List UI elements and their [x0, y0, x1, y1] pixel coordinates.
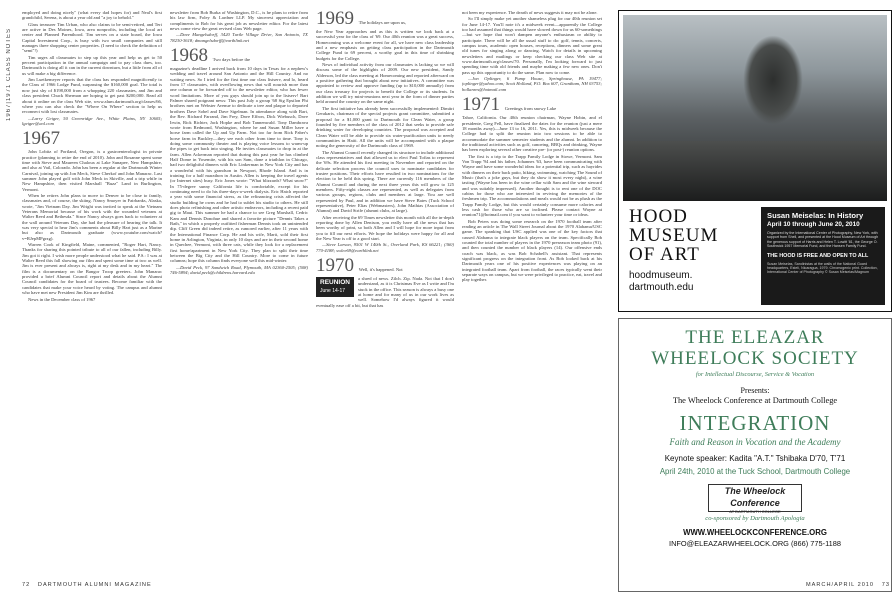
signature: —Jon Oplinger, 6 Pump House, Springhouse, PA 19477; joplinger@yahoo.com; Scott Holland, P.O. Box 607, Grantham, NH 03753; hollanres@hotmail.com	[462, 76, 602, 92]
logo-line: Conference	[730, 498, 780, 508]
year-lead-text: The holidays are upon us,	[358, 20, 407, 25]
photo-ground-shape	[623, 141, 887, 201]
exhibit-photo	[623, 15, 887, 201]
url-line: hoodmuseum.	[629, 270, 693, 281]
paragraph: The first initiative has already been successfully implemented: Dimitri Gerakaris, chairman of the special projects grant committee, submitted a proposal for a $1,000 grant to Dartmouth for Clean Water, a group founded by five members of the class of 2012 that seeks to provide safe drinking water for developing countries. The proposal was accepted and Clean Water will be able to provide six water-purification units to needy communities in Haiti. All the units will be accompanied with a plaque noting the generosity of the Dartmouth class of 1969.	[316, 105, 454, 149]
paragraph: John Lobitz of Portland, Oregon, is a gastroenterologist in private practice (planning to retire the end of 2010). John and Rosanne spent some time with Steve and Maureen Chaloux at Lake Sunapee, New Hampshire, and also at Vail, Colorado. John has been a regular at the Dartmouth Winter Carnival, joining up with Jon Meck, Steve Cherkof and John Manarac. Last summer John played golf with John Meck in Skiville, and a trip while in New Hampshire, then visited Marshall "Buzz" Land in Burlington, Vermont.	[22, 149, 162, 192]
class-year-heading	[316, 10, 454, 28]
class-year-heading	[316, 257, 454, 275]
signature: —Steve Larson, 9501 W 140th St., Overland Park, KS 66221; (360) 770-4188; swlee69@earthlink.net	[316, 242, 454, 253]
exhibit-info-box	[761, 207, 885, 305]
year-lead-text: Greetings from snowy Lake	[504, 106, 557, 112]
free-admission-line: THE HOOD IS FREE AND OPEN TO ALL	[767, 252, 869, 259]
photo-credit: Susan Meiselas, Sandinistas at the walls of the National Guard headquarters, Estelí, Nicaragua, 1979. Chromogenic print. Collection, International Center of Photography © Susan Meiselas/Magnum	[767, 261, 878, 275]
paragraph: not been my experience. The dearth of news suggests it may not be alone.	[462, 10, 598, 15]
eleazar-wheelock-ad	[618, 318, 892, 592]
paragraph: When he retires John plans to move to Denver to be close to family, classmates and, of course, the skiing. Nancy Smoyer in Fairbanks, Alaska, wrote, "Jim Vietnam Day. Jim Wright was invited to speak at the Vietnam Veterans Memorial because of his work with the wounded veterans at Walter Reed and Bethesda." Since Nancy always goes back to volunteer at the wall around Veterans Day, she had the pleasure of hearing the talk. It was very special to hear Jim's comments about Billy Hart just as a Marine but also as Dartmouth graduate (www.youtube.com/watch?v=RJepMPgrzg).	[22, 192, 162, 241]
year-lead-text: Two days before the	[212, 57, 251, 63]
paragraph: The Alumni Council recently changed its structure to include additional class representatives and that allowed us to elect Paul Tofias to represent the '69s. He attended his first meeting in November and reported on the delicate selection process the council uses to nominate candidates for trustee positions. Their efforts have resulted in two nominations for the election to be held this spring. There are currently 116 members of the Alumni Council and during the next three years this will grow to 125 members. Fifty-eight classes are represented, as well as delegates from various groups, regions, clubs and members at large. You are well represented by Paul, and in addition we have Steve Bates (Tuck School representative), Peter Elias (Webmasters), John Mathias (Association of Alumni) and David Strife (alumni clubs, at large).	[316, 149, 454, 214]
year-number: 1971	[462, 94, 500, 116]
conference-date: April 24th, 2010 at the Tuck School, Dartmouth College	[659, 467, 851, 476]
logo-line: HOOD	[629, 206, 688, 227]
conference-name: The Wheelock Conference at Dartmouth College	[672, 396, 838, 405]
paragraph: newsletter from Bob Burka of Washington, D.C., is he plans to retire from his law firm, Foley & Lardner LLP. My sincerest appreciation and compliments to Bob for his great job as newsletter editor. For the latest news come view the great revised class Web page.	[170, 10, 308, 32]
paragraph: So I'll simply make yet another shameless plug for our 40th reunion set for June 14-17. You'll note it's a midweek event—apparently the College too had assumed that things would have slowed down for us 60-somethings—but we hope that won't dampen anyone's enthusiasm or ability to participate. There will be all the usual stuff to do: golf, tennis, concerts, campus tours, academic open houses, receptions, dinners and some great old tunes for singing along or dancing. Watch for details in upcoming newsletters and mailings or keep checking our class Web site at www.dartmouth.org/classes/70. Personally, I'm looking forward to just spending time with old friends and maybe making a few new ones. Don't pass up this opportunity to do the same. Plan now to come.	[462, 16, 602, 75]
exhibit-description: Organized by the International Center of Photography, New York, with support from Shell, and presented at the Hood Museum of Art through the generous support of Harris and Helen T. Lowitt '81, the George O. Southwick 1957 Memorial Fund, and the Hansen Family Fund.	[767, 231, 879, 249]
signature: —David Peck, 97 Sandwich Road, Plymouth, MA 02360-2505; (508) 746-5894; david.peck@childrens.harvard.edu	[170, 264, 308, 276]
paragraph: the New Year approaches and as this is written we look back at a successful year for the class of '69. Our 40th reunion was a great success, Homecoming was a welcome event for all, we have new class leadership and a new emphasis on getting class participation in the Dartmouth College Fund to 69 percent, a worthy goal in this time of shrinking budgets for the College.	[316, 29, 454, 61]
presents-label: Presents:	[740, 386, 770, 395]
magazine-name: DARTMOUTH ALUMNI MAGAZINE	[37, 582, 152, 588]
wheelock-conference-logo	[708, 484, 802, 512]
logo-small-text: AT DARTMOUTH COLLEGE	[729, 509, 781, 514]
year-number: 1969	[316, 10, 354, 29]
paragraph: Glass treasurer Tim Urban, who also claims to be semi-retired, and Teri are active in Des Moines, Iowa, area nonprofits, including the local art center and Planned Parenthood. Tim serves on a state board, the Iowa Capital Investment Corp., is busy with two small companies and still manages three shopping center properties. (I need to check the definition of "semi"!)	[22, 21, 162, 54]
paragraph: Jim Luetkemeyer reports that the class has responded magnificently to the Class of 1966 Lodge Fund, surpassing the $160,000 goal. The total is now just shy of $198,000 from a whopping 220 classmates, and Jim and class president Chuck Sherman are hoping to get past $200,000. Read all about it online on the class Web site, www.alum.dartmouth.org/classes/66, where you can also check the "Where On Where" section to help us reconnect with lost classmates.	[22, 77, 162, 115]
society-tagline: for Intellectual Discourse, Service & Vocation	[695, 371, 815, 378]
contact-line[interactable]: INFO@ELEAZARWHEELOCK.ORG (866) 775-1188	[669, 539, 841, 548]
conference-theme: INTEGRATION	[679, 411, 831, 435]
paragraph: News of individual activity from our classmates is lacking so we will discuss some of the highlights of 2009. Our new president, Sandy Alderson, led the class meeting at Homecoming and reported afterward on a positive gathering that brought about new initiatives. A committee was appointed to review and approve funding (up to $10,000 annually) from our class treasury for projects to benefit the College or its students. In addition we will try mini-reunions next year in the form of dinner parties held around the country on the same night.	[316, 62, 454, 105]
paragraph: Bob Peters was doing some research on the 1970 football team after reading an article in The Wall Street Journal about the 1970 Alabama/USC game. The spanking that USC applied was one of the key factors that caused Alabama to integrate black players on the team. Specifically Bob counted the total number of players in the 1970 preseason team photo (91), and then counted the number of black players (14). Our offensive ends coach was black, as was Bob Schabell's assistant. That represents significant progress on the integration front. As Bob looked back at his Dartmouth years one of his positive experiences was playing on an integrated football team. Apart from football, the races typically went their separate ways on campus, but we were privileged to practice, eat, travel and play together.	[462, 218, 602, 283]
page-number-right: 73	[881, 582, 890, 588]
title-line: WHEELOCK SOCIETY	[651, 348, 859, 369]
paragraph: News in the December class of 1967	[28, 296, 96, 302]
hood-museum-ad	[618, 10, 892, 312]
paragraph: The first is a trip to the Trapp Family Lodge in Stowe, Vermont. Sam Von Trapp '94 and his father, Johannes '63, have been communicating with Wayne and have some wonderful ideas for a potential trip, such as hayrides with dinners on their back patio, hiking, swimming, watching The Sound of Music (that's a joke guys, but they do show it most every night), a wine tasting (Wayne has been in the wine cellar with Sam and the wine steward and was suitably impressed). Another thought is to rent one of the DOC cabins for those who are interested in reviving the memories of the freshmen trip. The accommodations and meals would not be as plush as the Trapp Family Lodge, but this would certainly consume more calories and less cash for those who are so inclined. Please contact Wayne at reunion71@hotmail.com if you want to volunteer your time or ideas.	[462, 153, 602, 218]
signature: —Larry Geiger, 50 Greenridge Ave., White Plains, NY 10605; lgeiger@aol.com	[22, 115, 162, 126]
keynote-speaker: Keynote speaker: Kadita "A.T." Tshibaka D'70, T'71	[664, 454, 846, 463]
paragraph: magazine's deadline I arrived back from 10 days in Texas for a nephew's wedding and travel around San Antonio and the Hill Country. And no waiting news. So I tried for the first time our class listserv, and lo, heard from 17 classmates, with overflowing news that will nourish more than one column or be forwarded off to the newsletter editor, who has fewer word limitations. More of you guys should join up to the listserv! Bart Palmer shared poignant news: This past July a group '68 Sig Epsilon Phi brothers met on Webster Avenue to dedicate a tree and plaque to departed brothers Dave Sobel and Dave Sigelman. In attendance along with Bart, the Rev. Richard Farrand, Jim Frey, Dave Effron, Dick Wiebusch, Dave Irwin, Rick Richter, Jack Hopke and Bob Tannenwald. Tony Dambrava wrote from Redmond, Washington, where he and Susan Miller have a horse farm called the Up and Up Farm. Not too far from Rick Paber's horse farm in Buckley—they see each other from time to time. Tony is doing some community theater and is playing voice lessons to warm-up the pipes to get back into singing. He invites classmates to drop in at the farm. Allen Ackerman reported that during this past year he has climbed Half Dome in Yosemite, with his son Sam, done a triathlon in Chicago, had two delightful dinners with Eric Linkerman in New York City and has a wonderful with his grandson in Newport, Rhode Island. And is in training for a half marathon in Austin. Allen is keeping the travel agents (or Internet sites) busy. Eric Jones wrote: "What blizzards? What snow?" In 75-degree sunny California life is comfortable, except for his continuing need to do his three-days-a-week dialysis. Eric Hatch reported a year with some financial stress, as the refinancing crisis affected the studio building he owns and he had to sublet his studio to others. He still does photo refinishing and other artistic endeavors, including a recent paid gig to Maui. This summer he had a chance to see Greg Marshall, Cedric Kam and Dennis Donohue and shared a favorite picture "Dennis Takes a Bath," in which a properly outfitted fisherman Dennis took an unintended dip. Cliff Green did indeed retire, as rumored earlier, after 11 years with the International Finance Corp. He and his wife, Marti, sold their first home in Arlington, Virginia, in only 10 days and are in their second home in Quechee, Vermont, with three cats, while they look for a replacement first home/apartment in New York City. They plan to split their time between the Big City and the Hill Country. More to come in future columns; hope this column finds everyone well this mid-winter.	[170, 66, 308, 264]
year-number: 1968	[170, 45, 208, 67]
issue-date: MARCH/APRIL 2010	[806, 582, 875, 588]
paragraph: employed and doing nicely" (what every dad hopes for) and Neal's first grandchild, Serena, is about a year old and "a joy to behold."	[22, 10, 162, 21]
exhibit-dates: April 10 through June 20, 2010	[767, 221, 860, 228]
class-year-heading: 1967	[22, 128, 60, 150]
class-year-heading	[170, 47, 308, 65]
photo-tree-shape	[743, 35, 803, 125]
paragraph: a shred of news. Zilch. Zip. Nada. Not that I don't understand, as it is Christmas Eve as I write and I'm stuck in the office. This season is always a busy one at home and for many of us in our work lives as well. Somehow I'd always figured it would eventually ease off a bit, but that has	[316, 276, 454, 308]
signature: —Dave Mangelsdorff, 3420 Turtle Village Drive, San Antonio, TX 78230-3618; dmangelsdorff@earthlink.net	[170, 32, 308, 43]
column-1	[22, 10, 162, 576]
logo-line: OF ART	[629, 244, 700, 265]
url-line: dartmouth.edu	[629, 282, 694, 293]
exhibit-title: Susan Meiselas: In History	[767, 211, 864, 220]
cosponsor-line: co-sponsored by Dartmouth Apologia	[705, 515, 805, 522]
paragraph: After receiving the 69 Times newsletter this month with all the in-depth reporting done by Allen Denison, you really have all the news that has been worthy of print, so both Allen and I will hope for more input from you to fill our next efforts. We hope the holidays were happy for all and the New Year is off to a good start.	[316, 214, 454, 242]
column-2	[170, 10, 308, 576]
paragraph: Warren Cook of Kingfield, Maine, commented, "Roger Hart, Nancy. Thanks for sharing this pointed tribute to all of our fallen, including Billy. Jim got it right. I wish more people understood what he said. P.S.: I was at Walter Reed this fall showing our film and spent some time at two as well. Jim is ever present and always is, right at my desk and in my heart." The film is a documentary on the Bangor Troop greeters. John Manarac provided a brief Alumni Council report and details about the Alumni Council candidates for the board of trustees. Become familiar with the candidates that make your voice heard by voting. The campus and alumni who have met new President Jim Kim are thrilled.	[22, 242, 162, 296]
hood-url[interactable]	[629, 270, 759, 294]
column-4	[462, 10, 602, 576]
footer-left	[22, 582, 152, 588]
reunion-label: REUNION	[320, 279, 350, 287]
logo-line: MUSEUM	[629, 225, 719, 246]
reunion-dates: June 14-17	[320, 288, 346, 295]
reunion-badge	[316, 277, 354, 297]
year-number: 1970	[316, 255, 354, 277]
society-title	[619, 327, 891, 369]
column-3	[316, 10, 454, 576]
paragraph: Tahoe, California. Our 40th reunion chairman, Wayne Hobin, and el presidente, Greg Fell, have finalized the dates for the reunion (just a mere 18 months away)—June 13 to 16, 2011. Yes, this is midweek because the College had to split the reunion into two sessions to be able to accommodate the summer semester students and the alumni. In addition to the traditional activities such as golf, canoeing, BBQs and drinking, Wayne has been exploring several other creative pre- (or post-) reunion options.	[462, 115, 602, 153]
year-lead-text: Well, it's happened. Not	[358, 267, 403, 273]
class-year-heading	[462, 96, 602, 114]
logo-line: The Wheelock	[724, 486, 786, 496]
paragraph: Tim urges all classmates to step up this year and help us get to 50 percent participation in the annual campaign and to pay class dues, too. Dartmouth is doing all it can in the current downturn, but a little from all of us will make a big difference.	[22, 54, 162, 76]
conference-subtitle: Faith and Reason in Vocation and the Academy	[669, 437, 841, 447]
website-link[interactable]: WWW.WHEELOCKCONFERENCE.ORG	[683, 528, 827, 537]
footer-right	[806, 582, 890, 588]
title-line: THE ELEAZAR	[685, 327, 825, 348]
section-side-label: 1967|1971 CLASS NOTES	[6, 28, 12, 121]
page-number-left: 72	[22, 582, 31, 588]
hood-museum-logo	[629, 207, 759, 294]
